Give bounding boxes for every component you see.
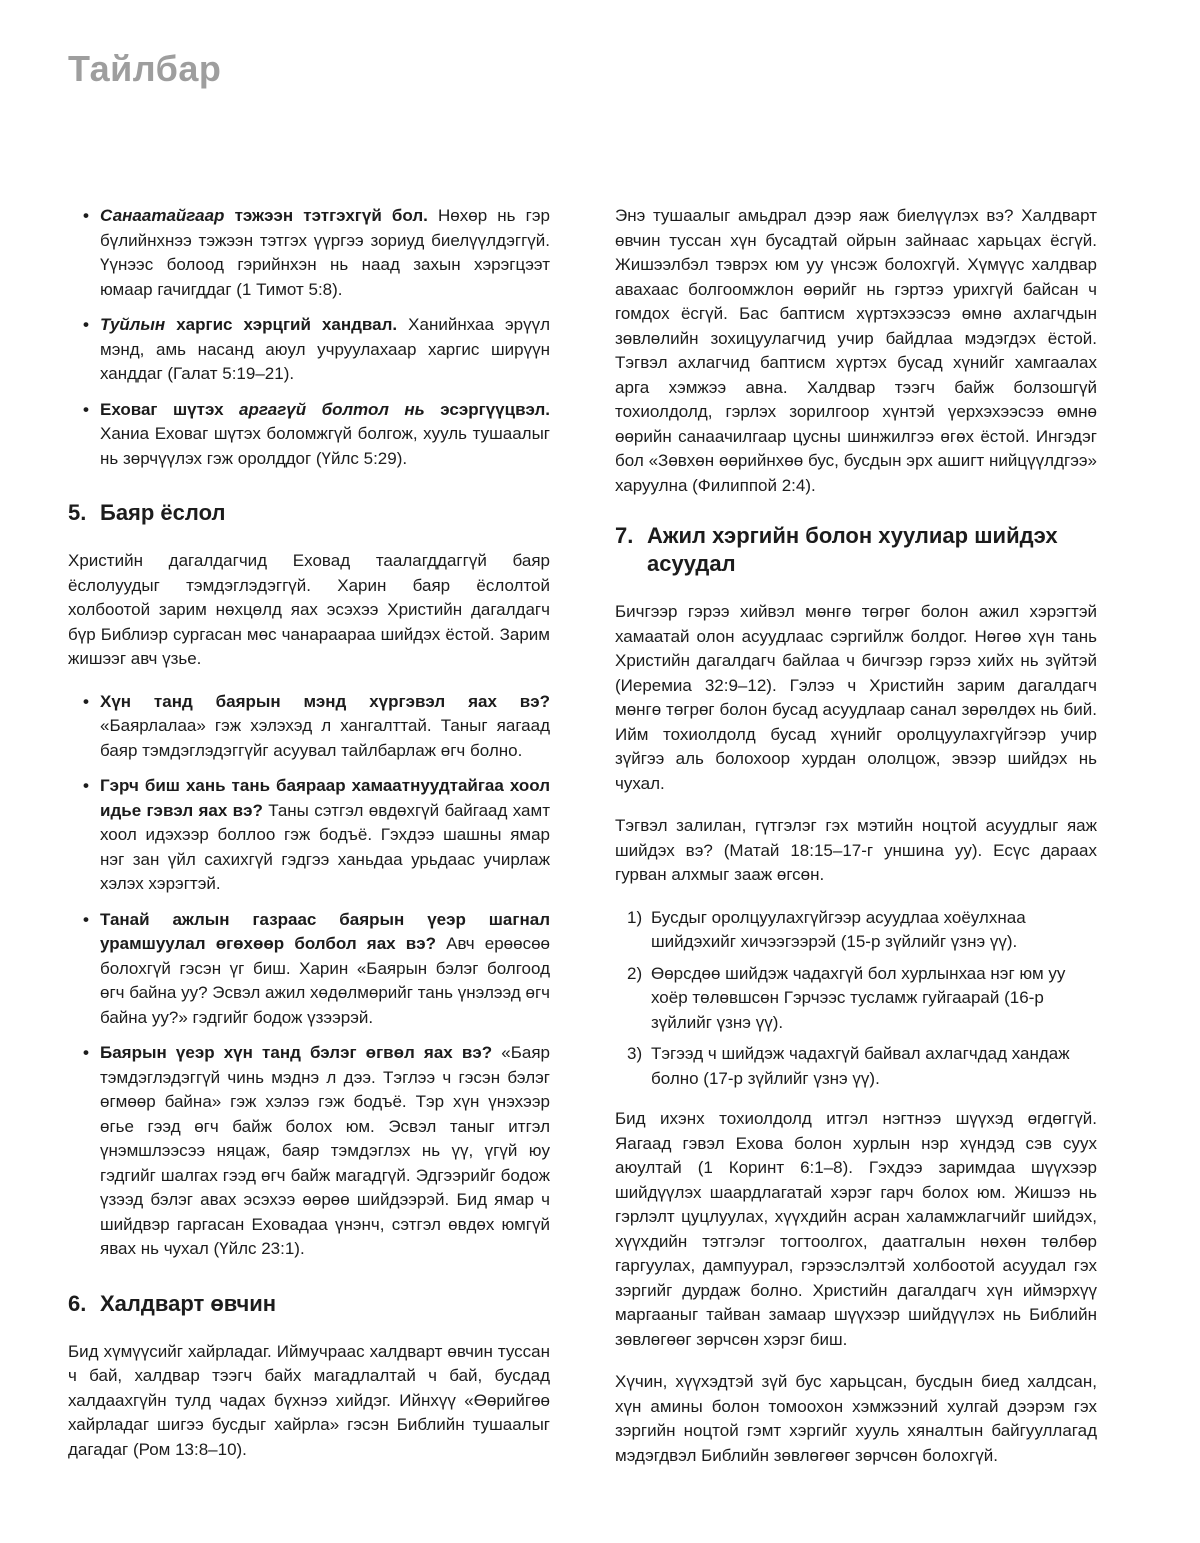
section-heading-holidays: 5. Баяр ёслол: [68, 500, 226, 525]
list-item: • Гэрч биш хань тань баяраар хамаатнуудтайгаа хоол идье гэвэл яах вэ? Таны сэтгэл өвдөхгүй байгаад хамт хоол идэхээр боллоо гэж бодъё. Гэхдээ шашны ямар нэг зан үйл сахихгүй гэдгээ ханьдаа урьдаас учирлаж хэлэх хэрэгтэй.: [68, 774, 550, 897]
steps-list: [615, 906, 1097, 1092]
section-heading-disease: 6. Халдварт өвчин: [68, 1290, 277, 1316]
list-item: • Танай ажлын газраас баярын үеэр шагнал урамшуулал өгөхөөр болбол яах вэ? Авч ерөөсөө болохгүй гэсэн үг биш. Харин «Баярын бэлэг болгоод өгч байна уу? Эсвэл ажил хөдөлмөрийг тань үнэлээд өгч байна уу?» гэдгийг бодож үзээрэй.: [68, 908, 550, 1031]
section-intro: Христийн дагалдагчид Еховад таалагддаггүй баяр ёслолуудыг тэмдэглэдэггүй. Харин баяр ёслолтой холбоотой зарим нөхцөлд яах эсэхээ Христийн дагалдагч бүр Библиэр сургасан мөс чанараараа шийдэх ёстой. Зарим жишээг авч үзье.: [68, 551, 550, 668]
list-item: 2) Өөрсдөө шийдэж чадахгүй бол хурлынхаа нэг юм уу хоёр төлөвшсөн Гэрчээс тусламж гуйгаарай (16-р зүйлийг үзнэ үү).: [627, 963, 1066, 1032]
paragraph: Бид хүмүүсийг хайрладаг. Иймучраас халдварт өвчин туссан ч бай, халдвар тээгч байх магадлалтай ч бай, бусдад халдаахгүйн тулд чадах бүхнээ хийдэг. Ийнхүү «Өөрийгөө хайрладаг шигээ бусдыг хайрла» гэсэн Библийн тушаалыг дагадаг (Ром 13:8–10).: [68, 1341, 550, 1459]
paragraph: Энэ тушаалыг амьдрал дээр яаж биелүүлэх вэ? Халдварт өвчин туссан хүн бусадтай ойрын зайнаас харьцах ёсгүй. Жишээлбэл тэврэх юм уу үнсэж болохгүй. Хүмүүс халдвар авахаас болгоомжлон өөрийг нь гэртээ урихгүй байсан ч гомдох ёсгүй. Бас баптисм хүртэхээсээ өмнө ахлагчдын зөвлөлийн зохицуулагчид учир байдлаа мэдэгдэх ёстой. Тэгвэл ахлагчид баптисм хүртэх бусад хүнийг хамгаалах арга хэмжээ авна. Халдвар тээгч байж болзошгүй тохиолдолд, гэрлэх зорилгоор хүнтэй үерхэхээсээ өмнө өөрийн санаачилгаар цусны шинжилгээ өгөх ёстой. Ингэдэг бол «Зөвхөн өөрийнхөө бус, бусдын эрх ашигт нийцүүлдгээ» харуулна (Филиппой 2:4).: [615, 206, 1097, 495]
list-item: • Хүн танд баярын мэнд хүргэвэл яах вэ? «Баярлалаа» гэж хэлэхэд л хангалттай. Таныг яагаад баяр тэмдэглэдэггүйг асуувал тайлбарлаж өгч болно.: [68, 690, 550, 764]
left-column: [68, 204, 550, 1480]
holiday-questions-list: [68, 690, 550, 1262]
paragraph: Тэгвэл залилан, гүтгэлэг гэх мэтийн ноцтой асуудлыг яаж шийдэх вэ? (Матай 18:15–17-г уншина уу). Есүс дараах гурван алхмыг зааж өгсөн.: [615, 816, 1097, 884]
paragraph: Бид ихэнх тохиолдолд итгэл нэгтнээ шүүхэд өгдөггүй. Яагаад гэвэл Ехова болон хурлын нэр хүндэд сэв суух аюултай (1 Коринт 6:1–8). Гэхдээ заримдаа шүүхээр шийдүүлэх шаардлагатай хэрэг гарч болох юм. Жишээ нь гэрлэлт цуцлуулах, хүүхдийн асран халамжлагчийг шийдэх, хүүхдийн тэтгэлэг тогтоолгох, даатгалын нөхөн төлбөр гаргуулах, дампуурал, гэрээслэлтэй холбоотой асуудал гэх зэргийг дурдаж болно. Христийн дагалдагч хүн иймэрхүү маргааныг тайван замаар шүүхээр шийдүүлэх нь Библийн зөвлөгөөг зөрчсөн хэрэг биш.: [615, 1109, 1097, 1349]
divorce-grounds-list: [68, 204, 550, 471]
paragraph: Бичгээр гэрээ хийвэл мөнгө төгрөг болон ажил хэрэгтэй хамаатай олон асуудлаас сэргийлж болдог. Нөгөө хүн тань Христийн дагалдагч байлаа ч бичгээр гэрээ хийх нь зүйтэй (Иеремиа 32:9–12). Гэлээ ч Христийн зарим дагалдагч мөнгө төгрөг болон бусад асуудлаар санал зөрөлдөх нь бий. Ийм тохиолдолд бусад хүнийг оролцуулахгүйгээр учир зүйгээ аль болохоор хурдан ололцож, эвээр шийдэх нь чухал.: [615, 602, 1097, 793]
list-item: • Баярын үеэр хүн танд бэлэг өгвөл яах вэ? «Баяр тэмдэглэдэггүй чинь мэднэ л дээ. Тэглээ ч гэсэн бэлэг өгмөөр байна» гэж хэлээ гэж бодъё. Тэр хүн үнэхээр өгье гээд өгч байж болох юм. Эсвэл таныг итгэл үнэмшлээсээ няцаж, баяр тэмдэглэх нь үү, үгүй юу гэдгийг шалгах гээд өгч байж магадгүй. Эдгээрийг бодож үзээд бэлэг авах эсэхээ өөрөө шийдээрэй. Бид ямар ч шийдвэр гаргасан Еховадаа үнэнч, сэтгэл өвдөх юмгүй явах нь чухал (Үйлс 23:1).: [68, 1041, 550, 1262]
page-title: Тайлбар: [68, 48, 222, 89]
section-heading-legal: 7. Ажил хэргийн болон хуулиар шийдэх асуудал: [615, 523, 1058, 576]
list-item: • Туйлын харгис хэрцгий хандвал. Ханийнхаа эрүүл мэнд, амь насанд аюул учруулахаар харгис ширүүн ханддаг (Галат 5:19–21).: [68, 313, 550, 387]
paragraph: Хүчин, хүүхэдтэй зүй бус харьцсан, бусдын биед халдсан, хүн амины болон томоохон хэмжээний хулгай дээрэм гэх зэргийн ноцтой гэмт хэргийг хууль хяналтын байгууллагад мэдэгдвэл Библийн зөвлөгөөг зөрчсөн болохгүй.: [615, 1372, 1097, 1465]
list-item: • Санаатайгаар тэжээн тэтгэхгүй бол. Нөхөр нь гэр бүлийнхнээ тэжээн тэтгэх үүргээ зориуд биелүүлдэггүй. Үүнээс болоод гэрийнхэн нь наад захын хэрэгцээт юмаар гачигддаг (1 Тимот 5:8).: [68, 204, 550, 302]
right-column: [615, 204, 1097, 1486]
list-item: 3) Тэгээд ч шийдэж чадахгүй байвал ахлагчдад хандаж болно (17-р зүйлийг үзнэ үү).: [627, 1044, 1070, 1088]
list-item: 1) Бусдыг оролцуулахгүйгээр асуудлаа хоёулхнаа шийдэхийг хичээгээрэй (15-р зүйлийг үзнэ үү).: [627, 907, 1026, 951]
list-item: • Еховаг шүтэх аргагүй болтол нь эсэргүүцвэл. Ханиа Еховаг шүтэх боломжгүй болгож, хууль тушаалыг нь зөрчүүлэх гэж оролддог (Үйлс 5:29).: [68, 398, 550, 472]
